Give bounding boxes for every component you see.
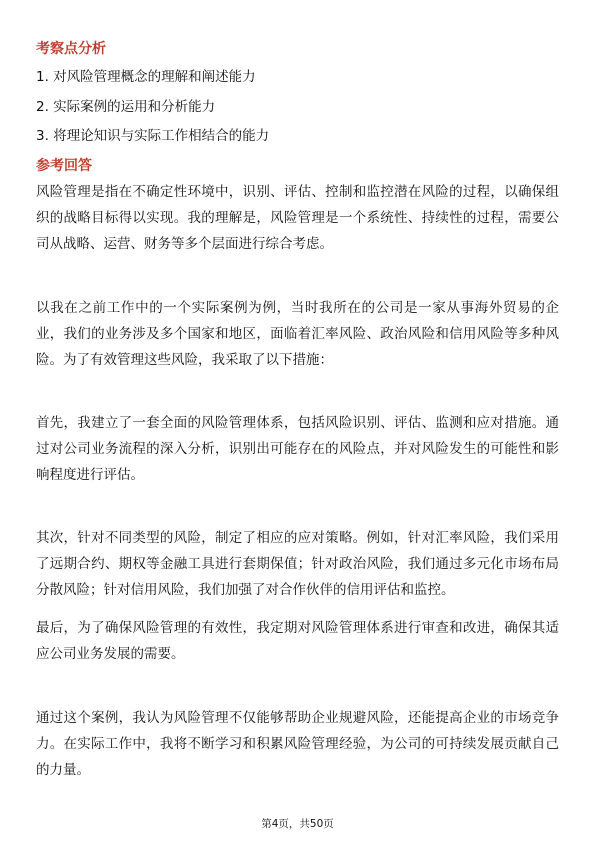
answer-heading: 参考回答 — [36, 158, 92, 174]
answer-paragraph-3: 首先，我建立了一套全面的风险管理体系，包括风险识别、评估、监测和应对措施。通过对公司业务流程的深入分析，识别出可能存在的风险点，并对风险发生的可能性和影响程度进行评估。 — [36, 415, 559, 483]
answer-paragraph-5: 最后，为了确保风险管理的有效性，我定期对风险管理体系进行审查和改进，确保其适应公司业务发展的需要。 — [36, 620, 559, 662]
analysis-item-3: 3. 将理论知识与实际工作相结合的能力 — [36, 128, 270, 144]
page-footer: 第4页，共50页 — [261, 818, 334, 830]
analysis-item-2: 2. 实际案例的运用和分析能力 — [36, 99, 216, 115]
analysis-heading: 考察点分析 — [36, 41, 106, 57]
answer-paragraph-6: 通过这个案例，我认为风险管理不仅能够帮助企业规避风险，还能提高企业的市场竞争力。在实际工作中，我将不断学习和积累风险管理经验，为公司的可持续发展贡献自己的力量。 — [36, 710, 559, 778]
answer-paragraph-1: 风险管理是指在不确定性环境中，识别、评估、控制和监控潜在风险的过程，以确保组织的战略目标得以实现。我的理解是，风险管理是一个系统性、持续性的过程，需要公司从战略、运营、财务等多个层面进行综合考虑。 — [36, 184, 559, 252]
answer-paragraph-4: 其次，针对不同类型的风险，制定了相应的应对策略。例如，针对汇率风险，我们采用了远期合约、期权等金融工具进行套期保值；针对政治风险，我们通过多元化市场布局分散风险；针对信用风险，我们加强了对合作伙伴的信用评估和监控。 — [36, 530, 559, 598]
analysis-item-1: 1. 对风险管理概念的理解和阐述能力 — [36, 69, 256, 85]
answer-paragraph-2: 以我在之前工作中的一个实际案例为例，当时我所在的公司是一家从事海外贸易的企业，我们的业务涉及多个国家和地区，面临着汇率风险、政治风险和信用风险等多种风险。为了有效管理这些风险，我采取了以下措施： — [36, 300, 559, 368]
